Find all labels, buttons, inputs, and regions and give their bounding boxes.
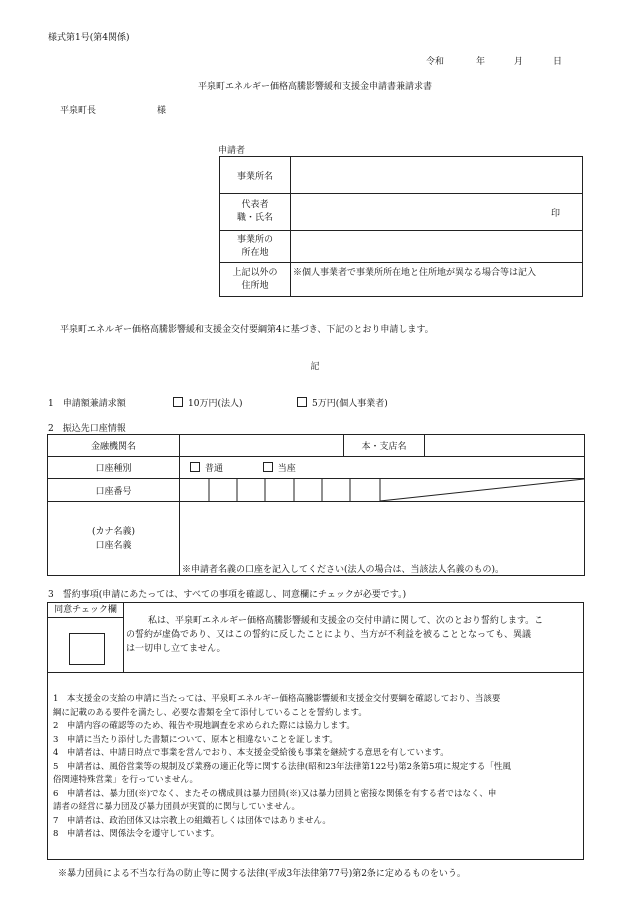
form-number: 様式第1号(第4関係) bbox=[48, 33, 130, 43]
pledge-item: 俗関連特殊営業」を行っていません。 bbox=[53, 775, 199, 785]
bank-table bbox=[47, 434, 585, 576]
account-holder-field[interactable] bbox=[180, 502, 585, 562]
applicant-heading: 申請者 bbox=[218, 146, 246, 156]
applicant-table bbox=[219, 156, 583, 297]
option-5man-label: 5万円(個人事業者) bbox=[312, 399, 388, 409]
section1-label: 1 申請額兼請求額 bbox=[48, 399, 126, 409]
pledge-item: 綱に記載のある要件を満たし、必要な書類を全て添付していることを誓約します。 bbox=[53, 707, 367, 718]
checkbox-10man[interactable] bbox=[173, 397, 183, 407]
page-title: 平泉町エネルギー価格高騰影響緩和支援金申請書兼請求書 bbox=[197, 82, 432, 92]
pledge-item: 7 申請者は、政治団体又は宗教上の組織若しくは団体ではありません。 bbox=[53, 815, 331, 826]
footnote: ※暴力団員による不当な行為の防止等に関する法律(平成3年法律第77号)第2条に定めるものをいう。 bbox=[58, 869, 466, 879]
option-10man[interactable] bbox=[173, 396, 242, 409]
pledge-item: 1 本支援金の支給の申請に当たっては、平泉町エネルギー価格高騰影響緩和支援金交付要綱を確認しており、当該要 bbox=[53, 694, 501, 704]
account-type-field bbox=[180, 457, 585, 479]
consent-label: 同意チェック欄 bbox=[48, 603, 123, 618]
other-address-field[interactable] bbox=[291, 263, 583, 297]
checkbox-futsu[interactable] bbox=[190, 462, 200, 472]
pledge-item: 3 申請に当たり添付した書類について、原本と相違ないことを証します。 bbox=[53, 734, 338, 745]
checkbox-5man[interactable] bbox=[297, 397, 307, 407]
account-holder-note: ※申請者名義の口座を記入してください(法人の場合は、当該法人名義のもの)。 bbox=[180, 562, 585, 576]
ki-heading: 記 bbox=[310, 362, 320, 372]
option-5man[interactable] bbox=[297, 396, 388, 409]
pledge-box bbox=[47, 602, 584, 860]
addressee-honorific: 様 bbox=[157, 106, 167, 116]
other-address-note: ※個人事業者で事業所所在地と住所地が異なる場合等は記入 bbox=[293, 268, 537, 278]
option-10man-label: 10万円(法人) bbox=[188, 399, 243, 409]
account-holder-label: (カナ名義) 口座名義 bbox=[48, 502, 180, 576]
bank-name-label: 金融機関名 bbox=[48, 435, 180, 457]
account-number-grid bbox=[180, 479, 584, 501]
pledge-item: 請者の経営に暴力団及び暴力団員が実質的に関与していません。 bbox=[53, 802, 301, 812]
branch-field[interactable] bbox=[425, 435, 585, 457]
representative-field[interactable] bbox=[291, 194, 583, 231]
other-address-label: 上記以外の 住所地 bbox=[220, 263, 291, 297]
pledge-item: 8 申請者は、関係法令を遵守しています。 bbox=[53, 829, 220, 839]
pledge-items bbox=[53, 693, 511, 842]
consent-cell bbox=[48, 603, 124, 672]
consent-checkbox[interactable] bbox=[69, 633, 105, 665]
bank-name-field[interactable] bbox=[180, 435, 344, 457]
section3-label: 3 誓約事項(申請にあたっては、すべての事項を確認し、同意欄にチェックが必要です。) bbox=[48, 590, 407, 600]
office-name-field[interactable] bbox=[291, 157, 583, 194]
addressee-name: 平泉町長 bbox=[60, 106, 97, 116]
account-number-label: 口座番号 bbox=[48, 479, 180, 502]
pledge-item: 6 申請者は、暴力団(※)でなく、またその構成員は暴力団員(※)又は暴力団員と密接な関係を有する者ではなく、申 bbox=[53, 788, 497, 799]
representative-label: 代表者 職・氏名 bbox=[220, 194, 291, 231]
section2-label: 2 振込先口座情報 bbox=[48, 424, 126, 434]
date-year: 年 bbox=[476, 57, 486, 67]
office-address-label: 事業所の 所在地 bbox=[220, 231, 291, 263]
pledge-item: 2 申請内容の確認等のため、報告や現地調査を求められた際には協力します。 bbox=[53, 721, 355, 731]
office-address-field[interactable] bbox=[291, 231, 583, 263]
pledge-divider bbox=[48, 672, 583, 673]
account-number-field[interactable] bbox=[180, 479, 585, 502]
office-name-label: 事業所名 bbox=[220, 157, 291, 194]
date-era: 令和 bbox=[426, 57, 445, 67]
checkbox-toza[interactable] bbox=[263, 462, 273, 472]
toza-label: 当座 bbox=[277, 464, 296, 474]
date-month: 月 bbox=[514, 57, 524, 67]
futsu-label: 普通 bbox=[205, 464, 224, 474]
branch-label: 本・支店名 bbox=[344, 435, 425, 457]
pledge-item: 4 申請者は、申請日時点で事業を営んでおり、本支援金受給後も事業を継続する意思を有しています。 bbox=[53, 748, 449, 758]
date-day: 日 bbox=[553, 57, 563, 67]
intro-text: 平泉町エネルギー価格高騰影響緩和支援金交付要綱第4に基づき、下記のとおり申請します。 bbox=[60, 325, 434, 335]
pledge-text: 私は、平泉町エネルギー価格高騰影響緩和支援金の交付申請に関して、次のとおり誓約します。こ の誓約が虚偽であり、又はこの誓約に反したことにより、当方が不利益を被ることとなっても、異議 は一切申し立てません。 bbox=[126, 616, 544, 654]
account-type-label: 口座種別 bbox=[48, 457, 180, 479]
seal-mark: 印 bbox=[550, 208, 560, 219]
pledge-item: 5 申請者は、風俗営業等の規制及び業務の適正化等に関する法律(昭和23年法律第122号)第2条第5項に規定する「性風 bbox=[53, 761, 511, 772]
